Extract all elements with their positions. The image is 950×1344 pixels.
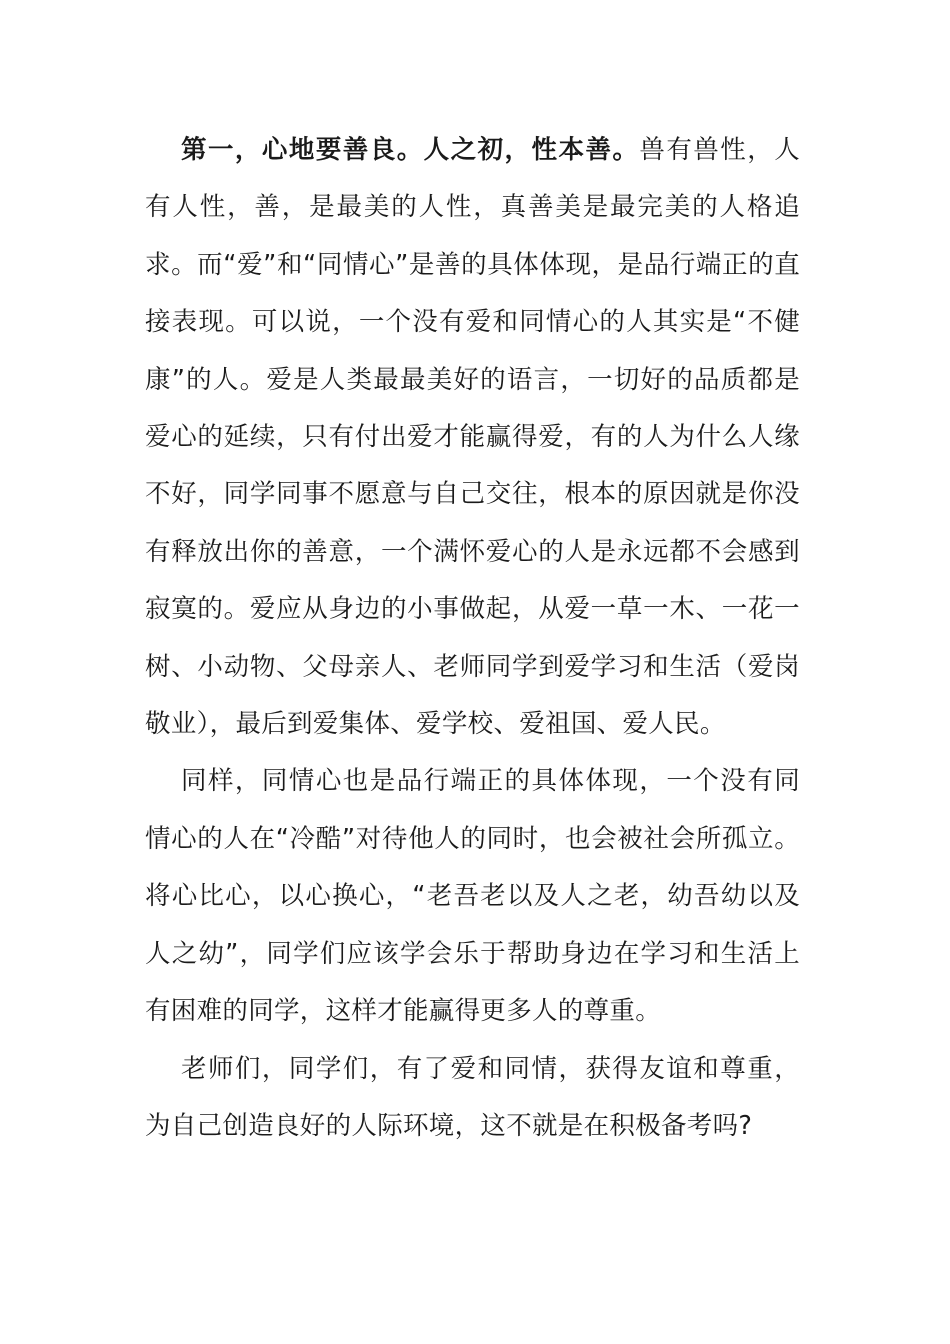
- paragraph-text: 兽有兽性，人有人性，善，是最美的人性，真善美是最完美的人格追求。而“爱”和“同情心”是善的具体体现，是品行端正的直接表现。可以说，一个没有爱和同情心的人其实是“不健康”的人。爱是人类最最美好的语言，一切好的品质都是爱心的延续，只有付出爱才能赢得爱，有的人为什么人缘不好，同学同事不愿意与自己交往，根本的原因就是你没有释放出你的善意，一个满怀爱心的人是永远都不会感到寂寞的。爱应从身边的小事做起，从爱一草一木、一花一树、小动物、父母亲人、老师同学到爱学习和生活（爱岗敬业），最后到爱集体、爱学校、爱祖国、爱人民。: [145, 135, 800, 740]
- paragraph-conclusion: [145, 1041, 800, 1156]
- paragraph-kindness: [145, 122, 800, 753]
- document-body: [145, 122, 800, 1155]
- paragraph-text: 老师们，同学们，有了爱和同情，获得友谊和尊重，为自己创造良好的人际环境，这不就是在积极备考吗?: [145, 1053, 800, 1141]
- paragraph-heading: 第一，心地要善良。人之初，性本善。: [181, 135, 640, 165]
- paragraph-text: 同样，同情心也是品行端正的具体体现，一个没有同情心的人在“冷酷”对待他人的同时，也会被社会所孤立。将心比心，以心换心，“老吾老以及人之老，幼吾幼以及人之幼”，同学们应该学会乐于帮助身边在学习和生活上有困难的同学，这样才能赢得更多人的尊重。: [145, 766, 800, 1027]
- paragraph-sympathy: [145, 753, 800, 1040]
